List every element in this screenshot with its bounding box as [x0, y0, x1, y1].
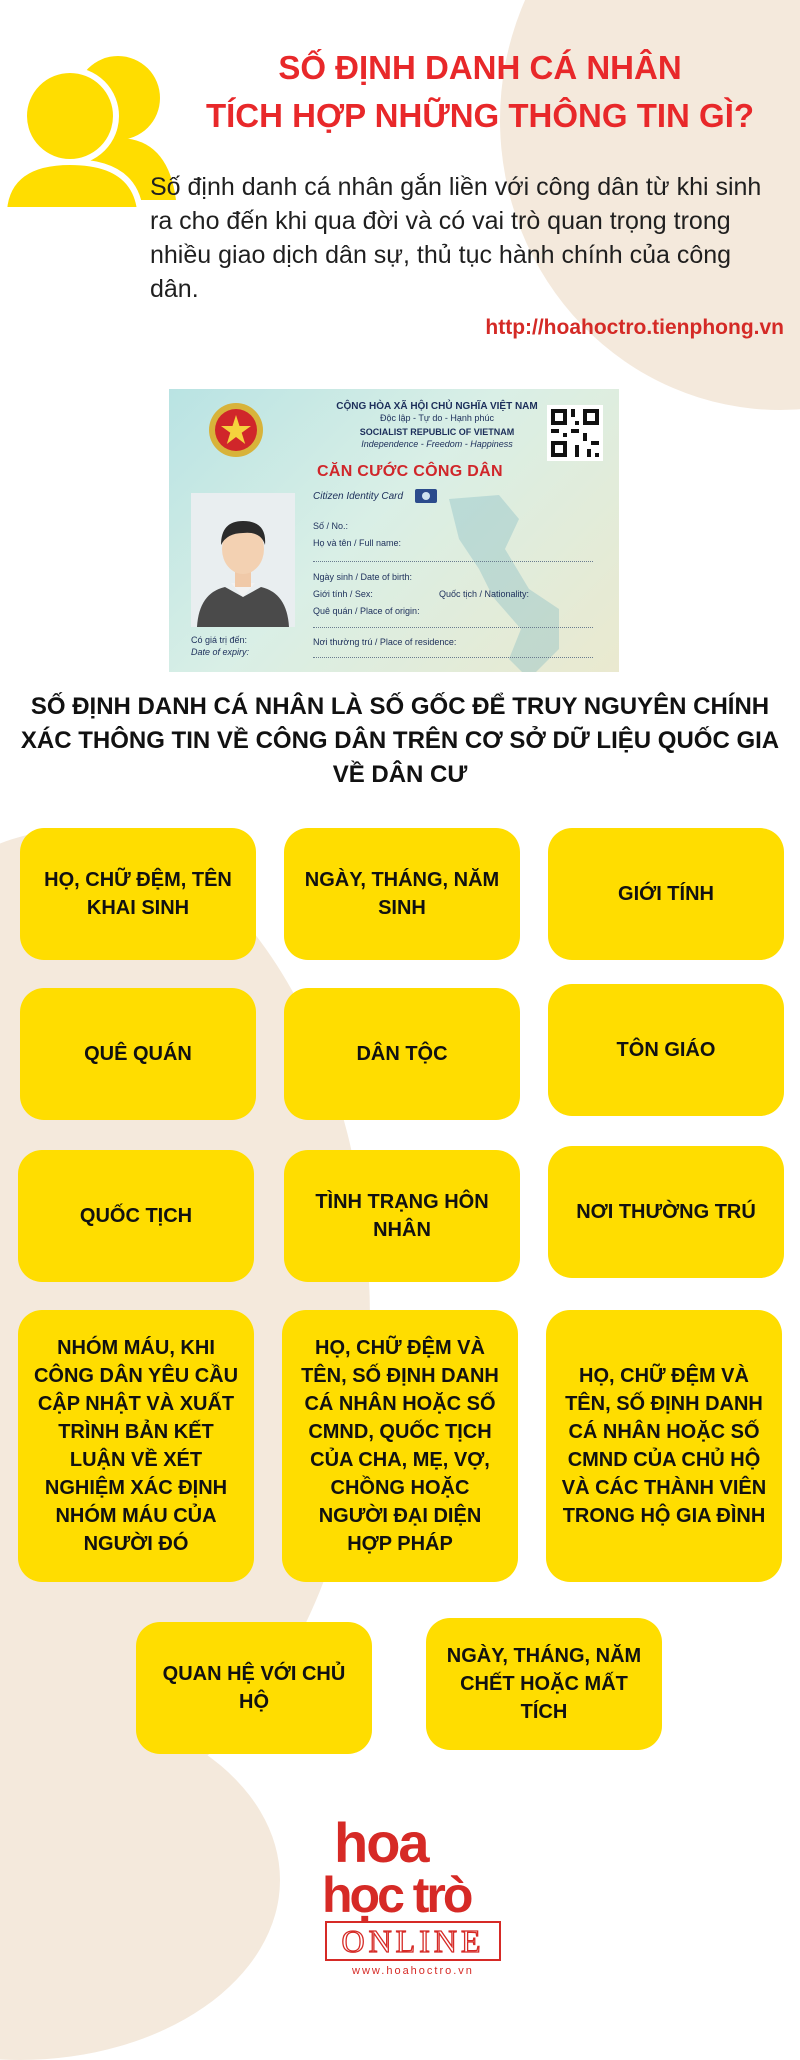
card-field-sex: Giới tính / Sex: — [313, 589, 373, 599]
intro-paragraph: Số định danh cá nhân gắn liền với công dân từ khi sinh ra cho đến khi qua đời và có vai trò quan trọng trong nhiều giao dịch dân sự, thủ tục hành chính của công dân. — [150, 173, 762, 303]
card-nation-line-2: Độc lập - Tự do - Hạnh phúc — [380, 413, 494, 423]
title-line-2: TÍCH HỢP NHỮNG THÔNG TIN GÌ? — [205, 97, 755, 134]
info-box-date-of-birth: NGÀY, THÁNG, NĂM SINH — [284, 828, 520, 960]
info-box-marital-status: TÌNH TRẠNG HÔN NHÂN — [284, 1150, 520, 1282]
person-silhouette-icon — [191, 493, 295, 627]
logo-line-2: học trò — [322, 1867, 471, 1923]
card-nation-line-4: Independence - Freedom - Happiness — [361, 439, 513, 449]
card-field-name: Họ và tên / Full name: — [313, 538, 402, 548]
card-subtitle: Citizen Identity Card — [313, 491, 404, 502]
info-box-gender: GIỚI TÍNH — [548, 828, 784, 960]
card-nation-line-1: CỘNG HÒA XÃ HỘI CHỦ NGHĨA VIỆT NAM — [336, 401, 538, 412]
card-dotted-line — [313, 561, 593, 562]
section-title: SỐ ĐỊNH DANH CÁ NHÂN LÀ SỐ GỐC ĐỂ TRUY NGUYÊN CHÍNH XÁC THÔNG TIN VỀ CÔNG DÂN TRÊN CƠ SỞ DỮ LIỆU QUỐC GIA VỀ DÂN CƯ — [20, 693, 780, 788]
card-dotted-line — [313, 657, 593, 658]
national-emblem-icon — [207, 401, 265, 459]
card-field-expiry-vn: Có giá trị đến: — [191, 635, 248, 645]
card-field-origin: Quê quán / Place of origin: — [313, 606, 420, 616]
title-line-1: SỐ ĐỊNH DANH CÁ NHÂN — [278, 49, 682, 86]
qr-code-icon — [547, 405, 603, 461]
info-box-date-of-death: NGÀY, THÁNG, NĂM CHẾT HOẶC MẤT TÍCH — [426, 1618, 662, 1750]
info-box-permanent-residence: NƠI THƯỜNG TRÚ — [548, 1146, 784, 1278]
card-field-no: Số / No.: — [313, 521, 349, 531]
background-blob-bottom — [0, 1700, 280, 2060]
card-field-nationality: Quốc tịch / Nationality: — [439, 589, 530, 599]
info-box-household-relationship: QUAN HỆ VỚI CHỦ HỘ — [136, 1622, 372, 1754]
hoahoctro-logo — [320, 1810, 520, 1980]
info-box-religion: TÔN GIÁO — [548, 984, 784, 1116]
info-box-hometown: QUÊ QUÁN — [20, 988, 256, 1120]
card-nation-line-3: SOCIALIST REPUBLIC OF VIETNAM — [359, 427, 515, 437]
info-box-nationality: QUỐC TỊCH — [18, 1150, 254, 1282]
logo-site: www.hoahoctro.vn — [352, 1965, 474, 1977]
page-title — [180, 44, 780, 140]
info-box-household-info: HỌ, CHỮ ĐỆM VÀ TÊN, SỐ ĐỊNH DANH CÁ NHÂN HOẶC SỐ CMND CỦA CHỦ HỘ VÀ CÁC THÀNH VIÊN TRONG HỘ GIA ĐÌNH — [546, 1310, 782, 1582]
logo-line-1: hoa — [334, 1811, 428, 1874]
logo-line-3: ONLINE — [341, 1923, 485, 1959]
info-box-blood-type: NHÓM MÁU, KHI CÔNG DÂN YÊU CẦU CẬP NHẬT VÀ XUẤT TRÌNH BẢN KẾT LUẬN VỀ XÉT NGHIỆM XÁC ĐỊNH NHÓM MÁU CỦA NGƯỜI ĐÓ — [18, 1310, 254, 1582]
card-title: CĂN CƯỚC CÔNG DÂN — [317, 463, 503, 480]
info-box-ethnicity: DÂN TỘC — [284, 988, 520, 1120]
id-card-image — [169, 389, 619, 672]
card-field-expiry-en: Date of expiry: — [191, 647, 250, 657]
info-box-parents-spouse-info: HỌ, CHỮ ĐỆM VÀ TÊN, SỐ ĐỊNH DANH CÁ NHÂN HOẶC SỐ CMND, QUỐC TỊCH CỦA CHA, MẸ, VỢ, CHỒNG HOẶC NGƯỜI ĐẠI DIỆN HỢP PHÁP — [282, 1310, 518, 1582]
portrait-photo — [191, 493, 295, 627]
chip-icon — [415, 489, 437, 503]
info-box-full-name: HỌ, CHỮ ĐỆM, TÊN KHAI SINH — [20, 828, 256, 960]
card-field-dob: Ngày sinh / Date of birth: — [313, 572, 413, 582]
card-dotted-line — [313, 627, 593, 628]
card-field-residence: Nơi thường trú / Place of residence: — [313, 637, 457, 647]
source-link[interactable]: http://hoahoctro.tienphong.vn — [485, 316, 784, 339]
